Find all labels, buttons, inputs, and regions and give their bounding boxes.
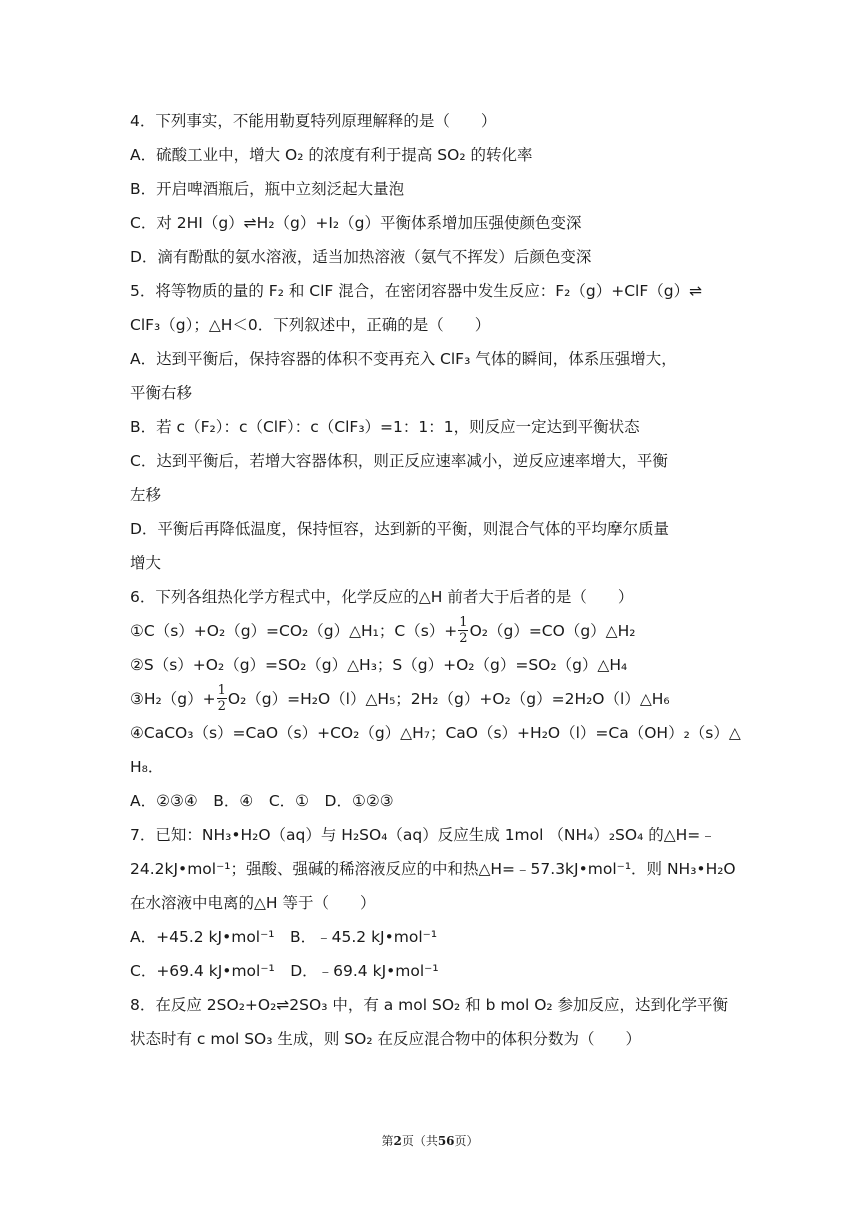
fraction-numerator: 1 — [217, 683, 226, 698]
q6-reaction-1-part-b: O₂（g）=CO（g）△H₂ — [469, 622, 636, 640]
half-fraction — [458, 616, 468, 645]
fraction-numerator: 1 — [459, 615, 468, 630]
fraction-denominator: 2 — [459, 631, 468, 646]
q7-options-ab: A．+45.2 kJ•mol⁻¹ B．﹣45.2 kJ•mol⁻¹ — [130, 928, 438, 946]
q6-options: A．②③④ B．④ C．① D．①②③ — [130, 792, 394, 810]
q6-reaction-4-line2: H₈． — [130, 758, 164, 776]
q5-option-a-line2: 平衡右移 — [130, 384, 193, 402]
q6-reaction-1-part-a: ①C（s）+O₂（g）=CO₂（g）△H₁；C（s）+ — [130, 622, 458, 640]
q5-option-d-line2: 增大 — [130, 554, 162, 572]
q5-option-b: B．若 c（F₂）：c（ClF）：c（ClF₃）=1：1：1，则反应一定达到平衡状态 — [130, 418, 640, 436]
q6-reaction-3-part-b: O₂（g）=H₂O（l）△H₅；2H₂（g）+O₂（g）=2H₂O（l）△H₆ — [227, 690, 670, 708]
q4-option-b: B．开启啤酒瓶后，瓶中立刻泛起大量泡 — [130, 180, 405, 198]
q6-reaction-2: ②S（s）+O₂（g）=SO₂（g）△H₃；S（g）+O₂（g）=SO₂（g）△H₄ — [130, 656, 628, 674]
footer-suffix: 页） — [454, 1134, 479, 1148]
half-fraction — [217, 684, 227, 713]
q5-option-c-line2: 左移 — [130, 486, 162, 504]
q7-stem-line3: 在水溶液中电离的△H 等于（ ） — [130, 894, 376, 912]
q7-stem-line2: 24.2kJ•mol⁻¹；强酸、强碱的稀溶液反应的中和热△H=﹣57.3kJ•mol⁻¹．则 NH₃•H₂O — [130, 860, 736, 878]
q6-reaction-3 — [130, 682, 730, 716]
footer-middle: 页（共 — [401, 1134, 438, 1148]
q6-stem: 6．下列各组热化学方程式中，化学反应的△H 前者大于后者的是（ ） — [130, 588, 634, 606]
q5-stem-line2: ClF₃（g）；△H＜0．下列叙述中，正确的是（ ） — [130, 316, 491, 334]
q5-option-c-line1: C．达到平衡后，若增大容器体积，则正反应速率减小，逆反应速率增大，平衡 — [130, 452, 668, 470]
footer-page-number: 2 — [393, 1134, 402, 1148]
q5-option-a-line1: A．达到平衡后，保持容器的体积不变再充入 ClF₃ 气体的瞬间，体系压强增大， — [130, 350, 677, 368]
q6-reaction-4-line1: ④CaCO₃（s）=CaO（s）+CO₂（g）△H₇；CaO（s）+H₂O（l）=Ca（OH）₂（s）△ — [130, 724, 741, 742]
q6-reaction-1 — [130, 614, 730, 648]
q4-option-a: A．硫酸工业中，增大 O₂ 的浓度有利于提高 SO₂ 的转化率 — [130, 146, 533, 164]
q4-option-c: C．对 2HI（g）⇌H₂（g）+I₂（g）平衡体系增加压强使颜色变深 — [130, 214, 582, 232]
q8-stem-line1: 8．在反应 2SO₂+O₂⇌2SO₃ 中，有 a mol SO₂ 和 b mol O₂ 参加反应，达到化学平衡 — [130, 996, 729, 1014]
page-footer — [0, 1132, 860, 1149]
q5-option-d-line1: D．平衡后再降低温度，保持恒容，达到新的平衡，则混合气体的平均摩尔质量 — [130, 520, 669, 538]
footer-total-pages: 56 — [437, 1134, 455, 1148]
q8-stem-line2: 状态时有 c mol SO₃ 生成，则 SO₂ 在反应混合物中的体积分数为（ ） — [130, 1030, 641, 1048]
q5-stem-line1: 5．将等物质的量的 F₂ 和 ClF 混合，在密闭容器中发生反应：F₂（g）+ClF（g）⇌ — [130, 282, 703, 300]
fraction-denominator: 2 — [217, 699, 226, 714]
q4-stem: 4．下列事实，不能用勒夏特列原理解释的是（ ） — [130, 112, 497, 130]
q6-reaction-3-part-a: ③H₂（g）+ — [130, 690, 216, 708]
q4-option-d: D．滴有酚酞的氨水溶液，适当加热溶液（氨气不挥发）后颜色变深 — [130, 248, 592, 266]
q7-stem-line1: 7．已知：NH₃•H₂O（aq）与 H₂SO₄（aq）反应生成 1mol （NH₄）₂SO₄ 的△H=﹣ — [130, 826, 716, 844]
footer-prefix: 第 — [381, 1134, 394, 1148]
question-content — [130, 104, 741, 1056]
q7-options-cd: C．+69.4 kJ•mol⁻¹ D．﹣69.4 kJ•mol⁻¹ — [130, 962, 439, 980]
